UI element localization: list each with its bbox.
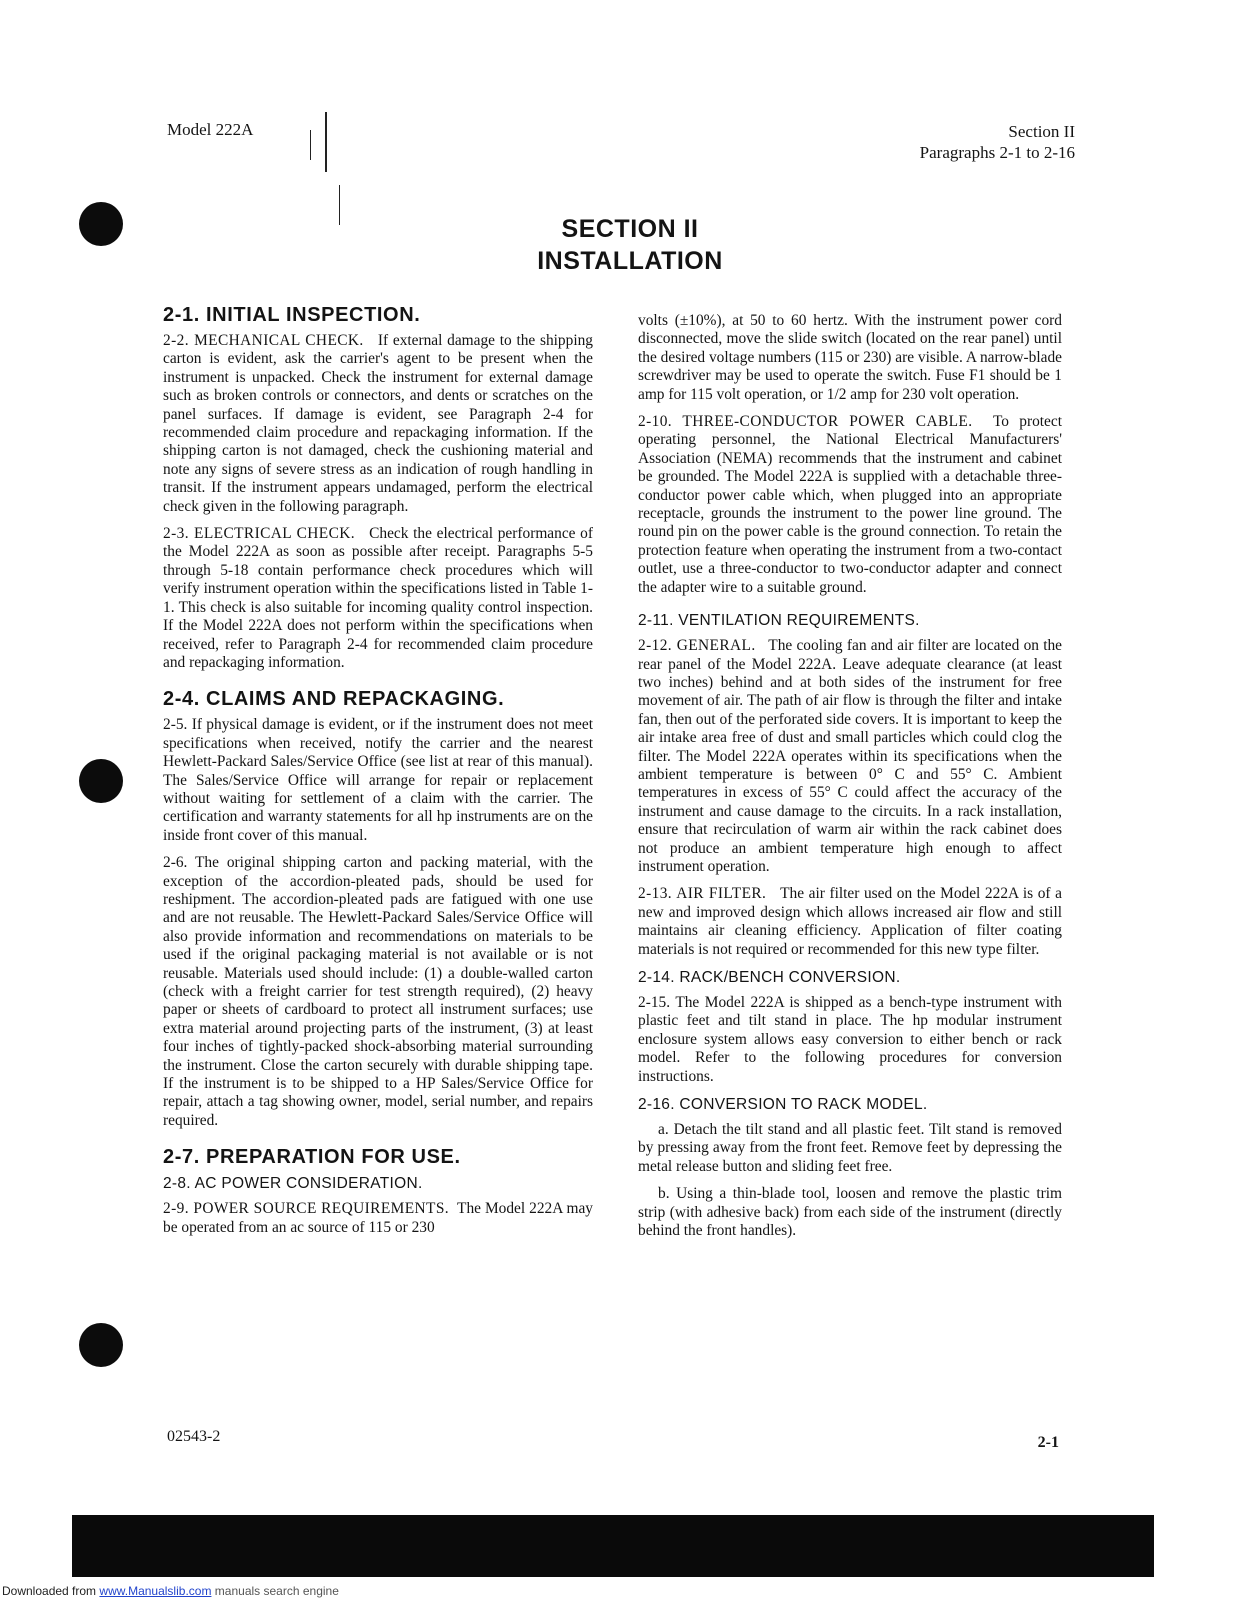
heading-2-11: 2-11. VENTILATION REQUIREMENTS.: [638, 612, 920, 630]
para-2-13-lead: 2-13. AIR FILTER.: [638, 885, 767, 903]
section-title-line1: SECTION II: [561, 215, 699, 243]
para-2-10: [638, 413, 1062, 597]
heading-2-7: 2-7. PREPARATION FOR USE.: [163, 1146, 461, 1169]
footer-page-number: 2-1: [1037, 1434, 1059, 1451]
heading-2-14: 2-14. RACK/BENCH CONVERSION.: [638, 969, 901, 986]
para-2-12-lead: 2-12. GENERAL.: [638, 637, 756, 655]
para-2-9-lead: 2-9. POWER SOURCE REQUIREMENTS.: [163, 1200, 450, 1218]
scan-speck: [325, 112, 327, 172]
step-b: b. Using a thin-blade tool, loosen and remove the plastic trim strip (with adhesive back) from each side of the instrument (directly behind the front handles).: [638, 1185, 1062, 1240]
para-2-6: 2-6. The original shipping carton and packing material, with the exception of the accordion-pleated pads, should be used for reshipment. The accordion-pleated pads are fatigued with one use and are not reusable. The Hewlett-Packard Sales/Service Office will also provide information and recommendations on materials to be used if the original packaging material is not available or is not reusable. Materials used should include: (1) a double-walled carton (check with a freight carrier for test strength required), (2) heavy paper or sheets of cardboard to protect all instrument surfaces; use extra material around projecting parts of the instrument, (3) at least four inches of tightly-packed shock-absorbing material surrounding the instrument. Close the carton securely with durable shipping tape. If the instrument is to be shipped to a HP Sales/Service Office for repair, attach a tag showing owner, model, serial number, and repairs required.: [163, 854, 593, 1129]
footer-document-code: 02543-2: [167, 1428, 221, 1445]
right-column: [638, 312, 1062, 1249]
para-2-2-lead: 2-2. MECHANICAL CHECK.: [163, 332, 364, 349]
heading-2-16: 2-16. CONVERSION TO RACK MODEL.: [638, 1096, 928, 1114]
watermark-link[interactable]: www.Manualslib.com: [99, 1584, 212, 1598]
scan-bottom-edge: [72, 1515, 1154, 1577]
header-paragraphs: Paragraphs 2-1 to 2-16: [919, 143, 1075, 162]
para-2-5: 2-5. If physical damage is evident, or if the instrument does not meet specifications when received, notify the carrier and the nearest Hewlett-Packard Sales/Service Office (see list at rear of this manual). The Sales/Service Office will arrange for repair or replacement without waiting for settlement of a claim with the carrier. The certification and warranty statements for all hp instruments are on the inside front cover of this manual.: [163, 716, 593, 844]
para-2-13-text: The air filter used on the Model 222A is of a new and improved design which allows increased air flow and still maintains air cleaning efficiency. Application of filter coating materials is not required or recommended for this new type filter.: [638, 885, 1062, 958]
step-a: a. Detach the tilt stand and all plastic feet. Tilt stand is removed by pressing away from the front feet. Remove feet by depressing the metal release button and sliding feet free.: [638, 1121, 1062, 1175]
para-2-3-lead: 2-3. ELECTRICAL CHECK.: [163, 525, 356, 543]
para-2-9-text: The Model 222A may be operated from an ac source of 115 or 230: [163, 1200, 593, 1236]
para-2-13: [638, 885, 1062, 959]
punch-hole-middle: [79, 759, 123, 803]
punch-hole-top: [79, 202, 123, 246]
para-2-2: [163, 332, 593, 516]
header-model: Model 222A: [167, 120, 254, 139]
para-2-12-text: The cooling fan and air filter are located on the rear panel of the Model 222A. Leave adequate clearance (at least two inches) behind and at both sides of the instrument for free movement of air. The path of air flow is through the filter and intake fan, then out of the perforated side covers. It is important to keep the air intake area free of dust and small particles which could clog the filter. The Model 222A operates within its specifications when the ambient temperature is between 0° C and 55° C. Ambient temperatures in excess of 55° C could affect the accuracy of the instrument and cause damage to the circuits. In a rack installation, ensure that recirculation of warm air within the rack cabinet does not produce an ambient temperature high enough to affect instrument operation.: [638, 637, 1062, 875]
para-2-12: [638, 637, 1062, 876]
section-title: [500, 213, 760, 277]
para-2-9-continued: volts (±10%), at 50 to 60 hertz. With the instrument power cord disconnected, move the slide switch (located on the rear panel) until the desired voltage numbers (115 or 230) are visible. A narrow-blade screwdriver may be used to operate the switch. Fuse F1 should be 1 amp for 115 volt operation, or 1/2 amp for 230 volt operation.: [638, 312, 1062, 403]
heading-2-8: 2-8. AC POWER CONSIDERATION.: [163, 1175, 423, 1193]
para-2-3: [163, 525, 593, 672]
para-2-15: 2-15. The Model 222A is shipped as a bench-type instrument with plastic feet and tilt stand in place. The hp modular instrument enclosure system allows easy conversion to either bench or rack model. Refer to the following procedures for conversion instructions.: [638, 994, 1062, 1085]
watermark-suffix: manuals search engine: [214, 1584, 339, 1598]
section-title-line2: INSTALLATION: [537, 247, 723, 275]
header-section-info: [920, 121, 1075, 163]
para-2-2-text: If external damage to the shipping carton is evident, ask the carrier's agent to be present when the instrument is unpacked. Check the instrument for external damage such as broken controls or connectors, and dents or scratches on the panel surfaces. If damage is evident, see Paragraph 2-4 for recommended claim procedure and repackaging information. If the shipping carton is not damaged, check the cushioning material and note any signs of severe stress as an indication of rough handling in transit. If the instrument appears undamaged, perform the electrical check given in the following paragraph.: [163, 332, 593, 515]
header-section: Section II: [1008, 122, 1075, 141]
para-2-3-text: Check the electrical performance of the Model 222A as soon as possible after receipt. Paragraphs 5-5 through 5-18 contain performance check procedures which will verify instrument operation within the specifications listed in Table 1-1. This check is also suitable for incoming quality control inspection. If the Model 222A does not perform within the specifications when received, refer to Paragraph 2-4 for recommended claim procedure and repackaging information.: [163, 525, 594, 671]
scan-speck: [310, 130, 311, 160]
watermark-prefix: Downloaded from: [2, 1584, 97, 1598]
para-2-9: [163, 1200, 593, 1237]
para-2-10-lead: 2-10. THREE-CONDUCTOR POWER CABLE.: [638, 413, 973, 431]
heading-2-1: 2-1. INITIAL INSPECTION.: [163, 304, 421, 326]
scan-speck: [339, 185, 340, 225]
download-watermark: [2, 1584, 339, 1598]
heading-2-4: 2-4. CLAIMS AND REPACKAGING.: [163, 688, 505, 711]
punch-hole-bottom: [79, 1323, 123, 1367]
left-column: [163, 302, 593, 1246]
para-2-10-text: To protect operating personnel, the National Electrical Manufacturers' Association (NEMA) recommends that the instrument and cabinet be grounded. The Model 222A is supplied with a detachable three-conductor power cable which, when plugged into an appropriate receptacle, grounds the instrument to the power line ground. The round pin on the power cable is the ground connection. To retain the protection feature when operating the instrument from a two-contact outlet, use a three-conductor to two-conductor adapter and connect the adapter wire to a suitable ground.: [638, 413, 1062, 596]
